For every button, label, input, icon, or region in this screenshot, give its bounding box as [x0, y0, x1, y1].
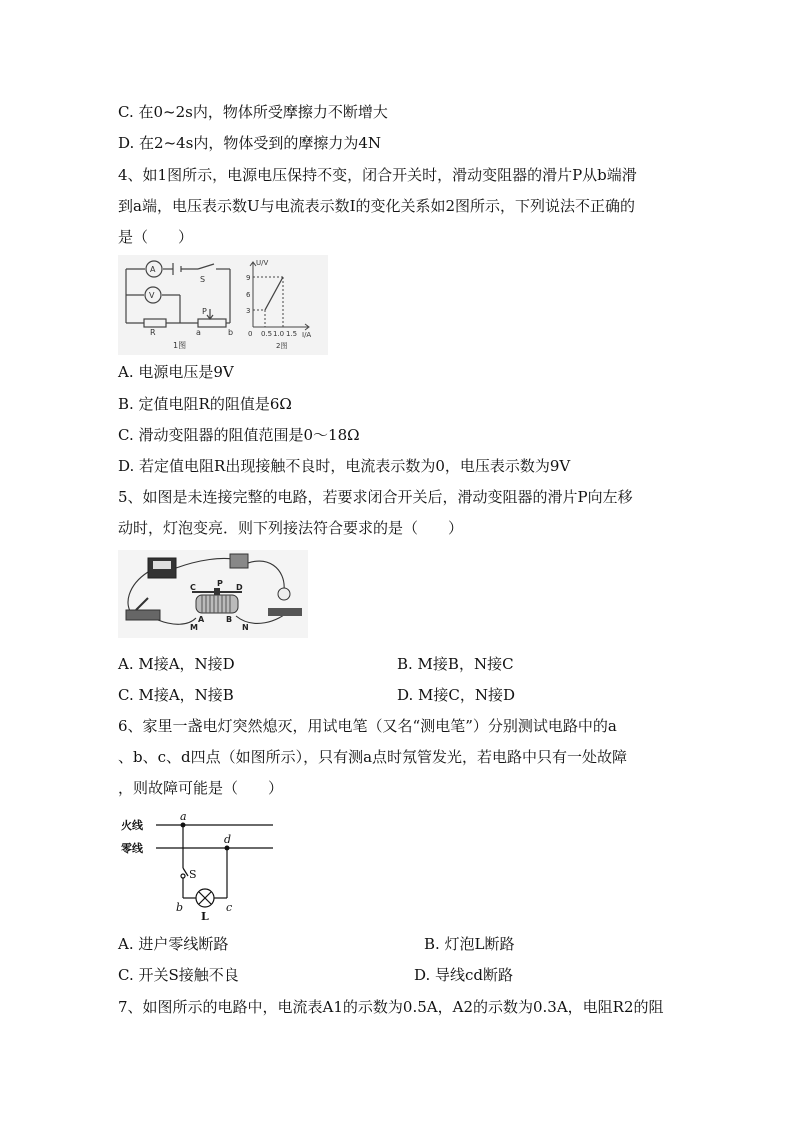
q5-option-d: D. M接C，N接D: [397, 686, 516, 704]
graph-xtick-0.5: 0.5: [261, 330, 273, 338]
switch-s-label: S: [189, 868, 197, 881]
point-d-label: d: [224, 833, 232, 846]
q5-option-a: A. M接A，N接D: [118, 655, 235, 673]
q4-stem-line1: 4、如1图所示，电源电压保持不变，闭合开关时，滑动变阻器的滑片P从b端滑: [118, 166, 637, 184]
point-c-label: c: [226, 901, 233, 914]
point-b-label: b: [176, 901, 184, 914]
lamp-l-label: L: [201, 910, 209, 923]
live-wire-label: 火线: [121, 819, 143, 832]
neutral-wire-label: 零线: [121, 842, 143, 855]
q5-option-b: B. M接B，N接C: [397, 655, 514, 673]
graph-ytick-6: 6: [246, 291, 251, 299]
q6-stem-line2: 、b、c、d四点（如图所示），只有测a点时氖管发光，若电路中只有一处故障: [118, 748, 628, 766]
q4-figure: [118, 255, 328, 355]
voltmeter-label: V: [149, 291, 155, 300]
slider-label: P: [202, 307, 207, 316]
q5-option-c: C. M接A，N接B: [118, 686, 234, 704]
q4-stem-line2: 到a端，电压表示数U与电流表示数I的变化关系如2图所示，下列说法不正确的: [118, 197, 636, 215]
q5-stem-line1: 5、如图是未连接完整的电路，若要求闭合开关后，滑动变阻器的滑片P向左移: [118, 488, 633, 506]
point-a-label: a: [180, 810, 187, 823]
q6-option-a: A. 进户零线断路: [118, 935, 229, 953]
q7-stem-line1: 7、如图所示的电路中，电流表A1的示数为0.5A，A2的示数为0.3A，电阻R2的阻: [118, 998, 664, 1016]
slider-p-label: P: [217, 579, 223, 588]
terminal-b-label: B: [226, 615, 233, 624]
bulb-icon: [278, 588, 290, 600]
graph-xtick-1.5: 1.5: [286, 330, 298, 338]
q5-stem-line2: 动时，灯泡变亮．则下列接法符合要求的是（ ）: [118, 519, 464, 537]
ammeter-label: A: [150, 265, 156, 274]
graph-ylabel: U/V: [256, 259, 269, 267]
switch-label: S: [200, 275, 206, 284]
q6-option-d: D. 导线cd断路: [414, 966, 514, 984]
q4-option-d: D. 若定值电阻R出现接触不良时，电流表示数为0，电压表示数为9V: [118, 457, 571, 475]
graph-ytick-9: 9: [246, 274, 251, 282]
q5-figure: [118, 550, 308, 638]
figure-2-caption: 2图: [276, 342, 288, 350]
graph-xtick-1.0: 1.0: [273, 330, 285, 338]
q6-stem-line3: ，则故障可能是（ ）: [118, 779, 284, 797]
q4-stem-line3: 是（ ）: [118, 228, 194, 246]
wire-n-label: N: [242, 623, 249, 632]
terminal-a-label: A: [198, 615, 205, 624]
terminal-d-label: D: [236, 583, 243, 592]
q6-stem-line1: 6、家里一盏电灯突然熄灭，用试电笔（又名“测电笔”）分别测试电路中的a: [118, 717, 617, 735]
resistor-label: R: [150, 328, 156, 337]
graph-xtick-0: 0: [248, 330, 253, 338]
q6-figure: [118, 808, 278, 923]
figure-1-caption: 1图: [173, 341, 187, 350]
graph-ytick-3: 3: [246, 307, 251, 315]
q4-option-b: B. 定值电阻R的阻值是6Ω: [118, 395, 292, 413]
q4-option-a: A. 电源电压是9V: [118, 363, 234, 381]
wire-m-label: M: [190, 623, 198, 632]
q6-option-b: B. 灯泡L断路: [424, 935, 515, 953]
q3-option-d: D. 在2~4s内，物体受到的摩擦力为4N: [118, 134, 382, 152]
terminal-c-label: C: [190, 583, 196, 592]
q4-option-c: C. 滑动变阻器的阻值范围是0～18Ω: [118, 426, 360, 444]
graph-xlabel: I/A: [302, 331, 312, 339]
end-a-label: a: [196, 328, 201, 337]
end-b-label: b: [228, 328, 234, 337]
q6-option-c: C. 开关S接触不良: [118, 966, 239, 984]
meter-device-icon: [230, 554, 248, 568]
lamp-base-icon: [268, 608, 302, 616]
switch-icon: [126, 610, 160, 620]
q3-option-c: C. 在0~2s内，物体所受摩擦力不断增大: [118, 103, 388, 121]
